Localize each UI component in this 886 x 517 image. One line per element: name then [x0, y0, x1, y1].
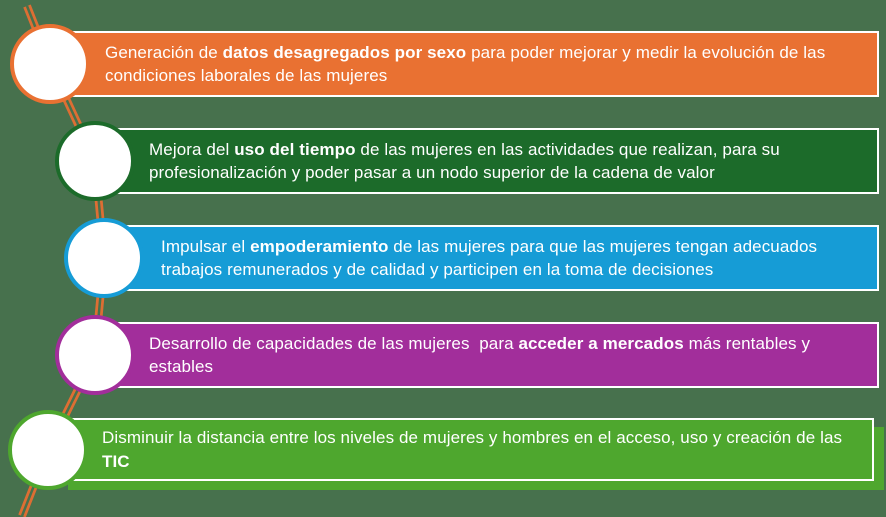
milestone-circle-4 [55, 315, 135, 395]
milestone-circle-5 [8, 410, 88, 490]
item-text: Disminuir la distancia entre los niveles de mujeres y hombres en el acceso, uso y creación de las TIC [102, 428, 847, 471]
milestone-circle-2 [55, 121, 135, 201]
item-text: Desarrollo de capacidades de las mujeres para acceder a mercados más rentables y estables [149, 333, 815, 376]
item-bar-acceso-mercados [105, 322, 879, 388]
item-bar-tic [58, 418, 874, 481]
milestone-circle-1 [10, 24, 90, 104]
item-bar-uso-del-tiempo [105, 128, 879, 194]
item-text: Generación de datos desagregados por sexo para poder mejorar y medir la evolución de las condiciones laborales de las mujeres [105, 42, 831, 85]
milestone-circle-3 [64, 218, 144, 298]
item-text: Impulsar el empoderamiento de las mujeres para que las mujeres tengan adecuados trabajos remunerados y de calidad y participen en la toma de decisiones [161, 236, 822, 279]
item-text: Mejora del uso del tiempo de las mujeres en las actividades que realizan, para su profesionalización y poder pasar a un nodo superior de la cadena de valor [149, 139, 785, 182]
item-bar-empoderamiento [112, 225, 879, 291]
item-bar-datos-desagregados [60, 31, 879, 97]
